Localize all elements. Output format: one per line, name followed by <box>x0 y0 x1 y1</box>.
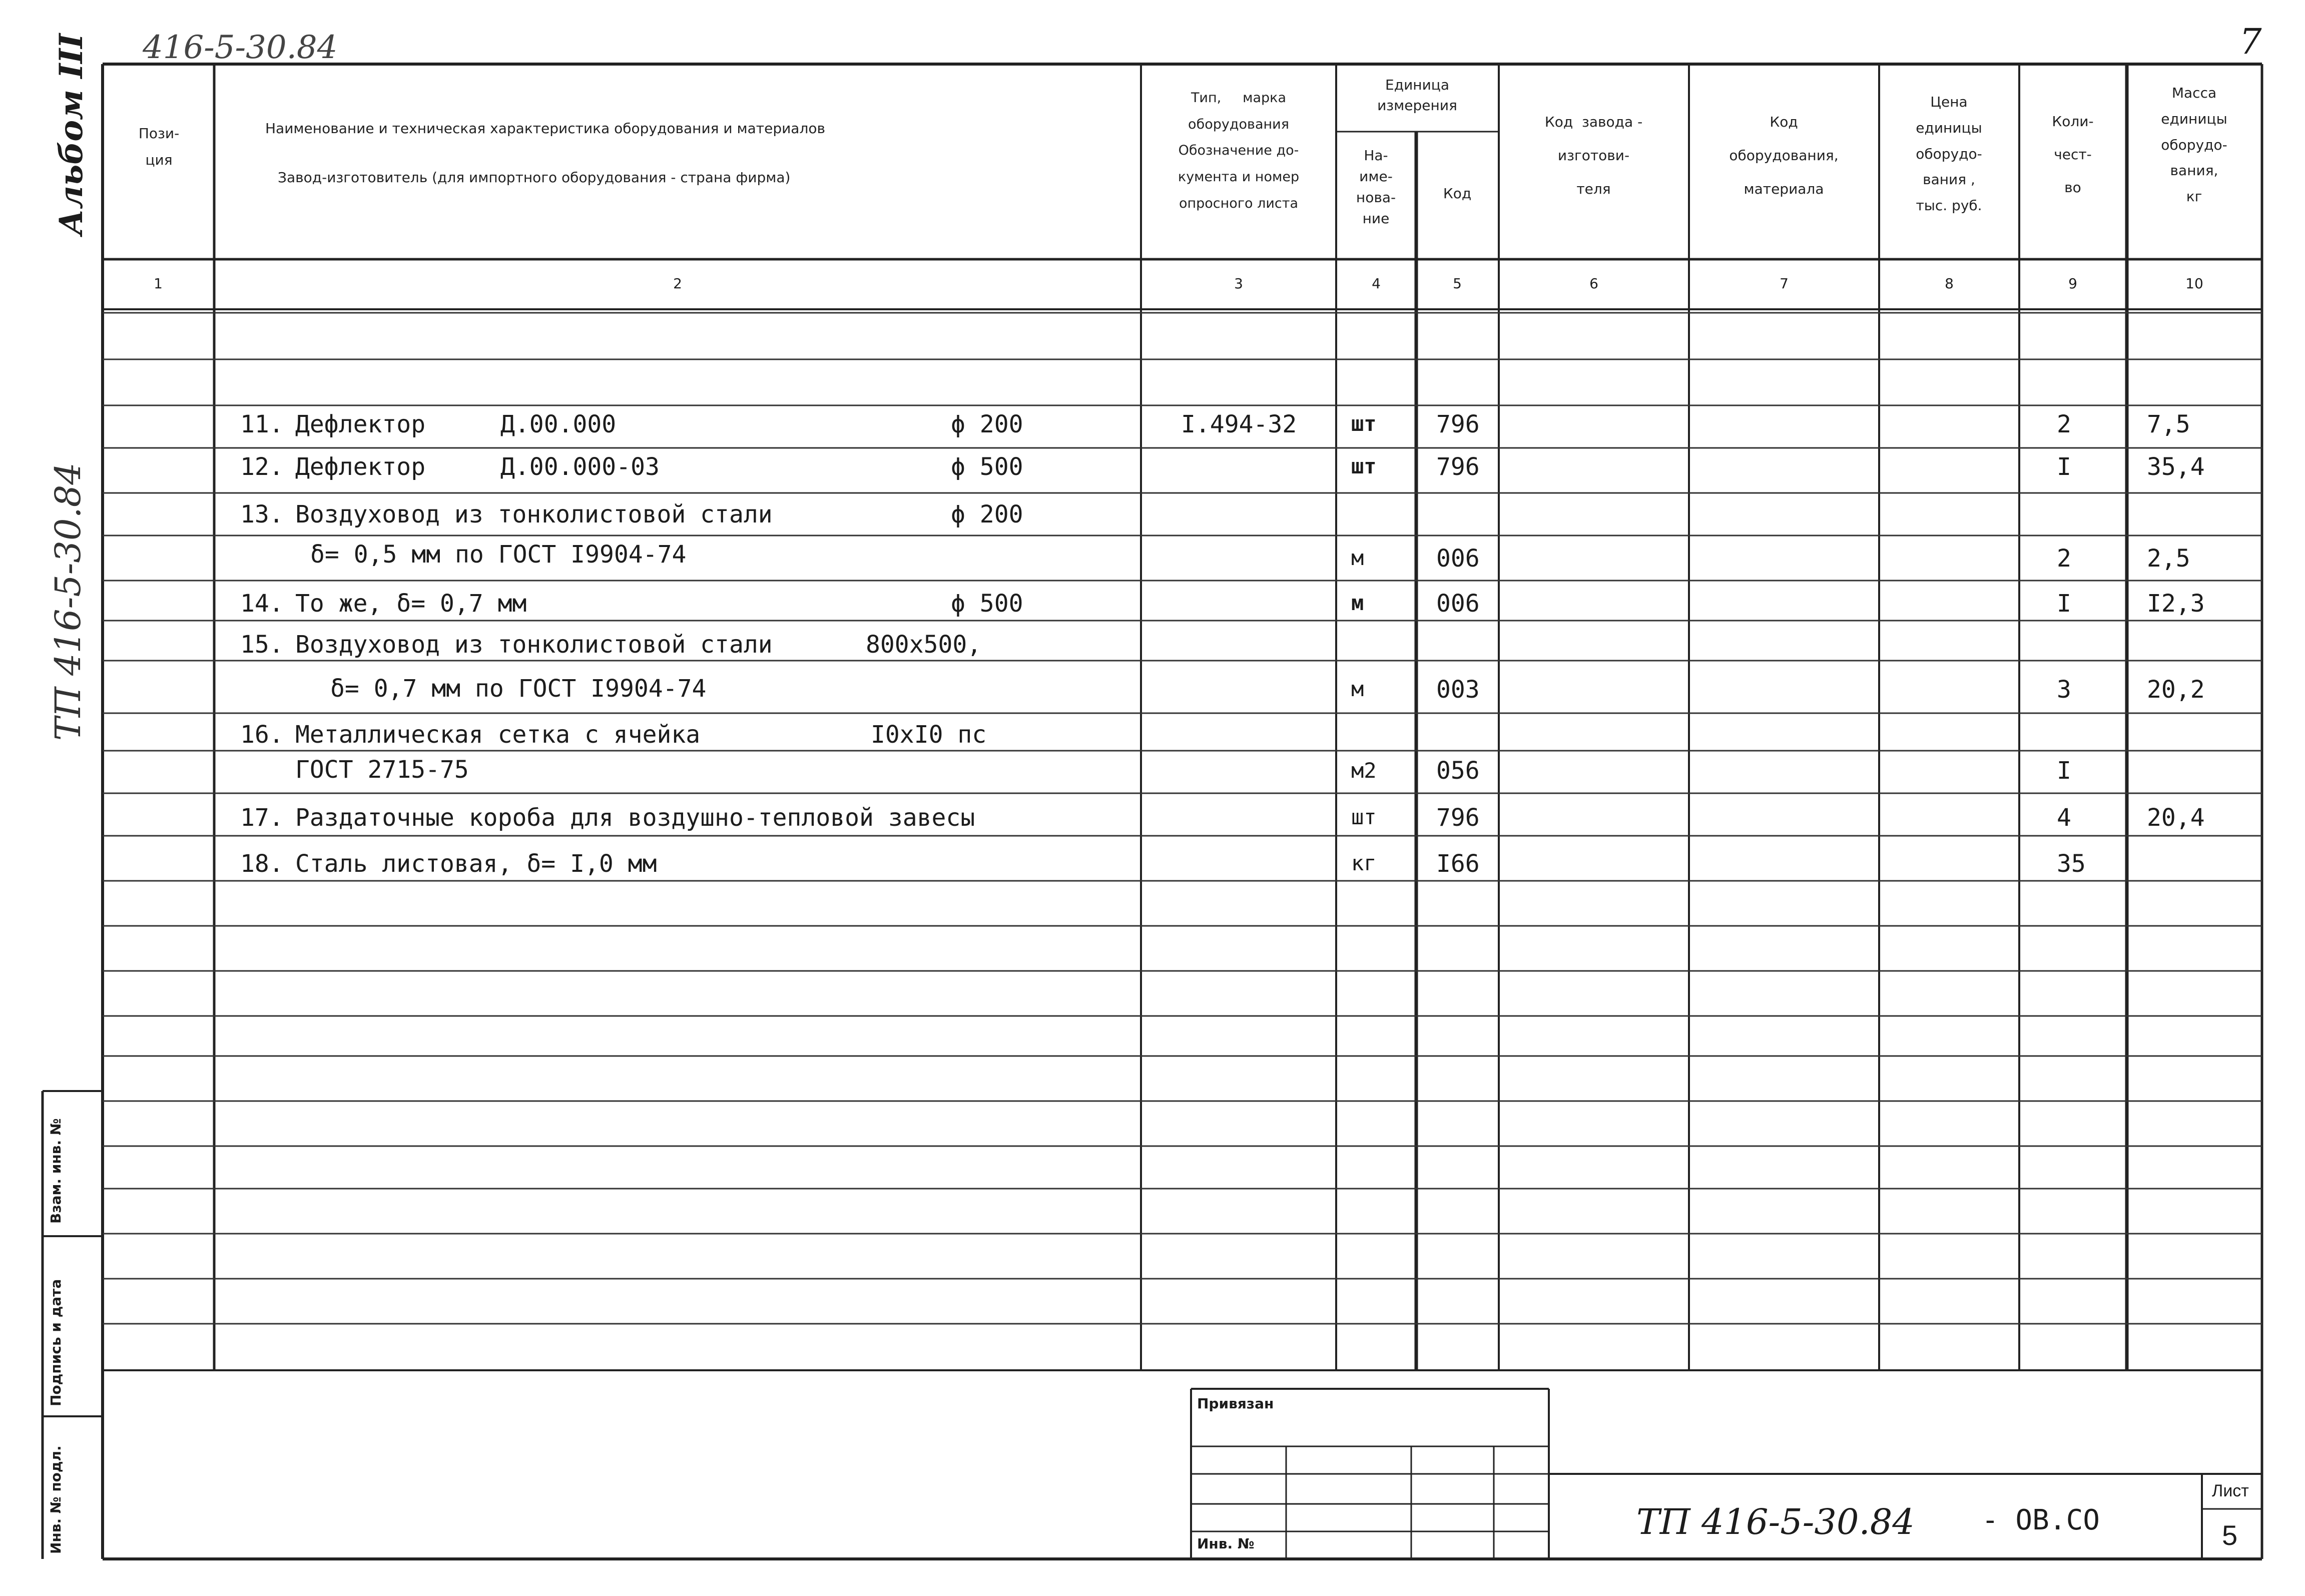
row-12-qty: I <box>2057 453 2071 481</box>
stamp-doc-suffix: - ОВ.СО <box>1982 1504 2100 1536</box>
row-14-name: То же, δ= 0,7 мм <box>295 590 527 618</box>
colnum-8: 8 <box>1945 275 1954 292</box>
row-12-code: 796 <box>1436 453 1480 481</box>
row-15-name: Воздуховод из тонколистовой стали <box>295 631 773 659</box>
colnum-1: 1 <box>154 275 163 292</box>
row-18-name: Сталь листовая, δ= I,0 мм <box>295 850 657 878</box>
row-15-size: 800x500, <box>866 631 982 659</box>
row-13-qty: 2 <box>2057 545 2071 573</box>
row-16-cont: ГОСТ 2715-75 <box>295 756 469 784</box>
row-17-code: 796 <box>1436 804 1480 832</box>
row-12-unit: шт <box>1351 454 1377 478</box>
row-13-mass: 2,5 <box>2147 545 2190 573</box>
row-13-pos: 13. <box>240 500 284 528</box>
row-11-qty: 2 <box>2057 410 2071 438</box>
row-15-pos: 15. <box>240 631 284 659</box>
colnum-3: 3 <box>1234 275 1243 292</box>
row-15-unit: м <box>1351 677 1364 701</box>
row-17-unit: шт <box>1351 805 1377 829</box>
stamp-sheet-number: 5 <box>2222 1519 2238 1551</box>
doc-code-top: 416-5-30.84 <box>143 29 338 66</box>
side-code: ТП 416-5-30.84 <box>48 462 89 741</box>
row-12-doc: Д.00.000-03 <box>500 453 660 481</box>
row-14-mass: I2,3 <box>2147 590 2205 618</box>
colnum-4: 4 <box>1372 275 1381 292</box>
stamp-sheet-label: Лист <box>2212 1481 2249 1500</box>
row-13-size: ϕ 200 <box>951 500 1023 528</box>
stamp-inv-no: Инв. № <box>1197 1535 1255 1552</box>
header-name-line2: Завод-изготовитель (для импортного оборудования - страна фирма) <box>278 169 791 186</box>
row-18-pos: 18. <box>240 850 284 878</box>
row-11-code: 796 <box>1436 410 1480 438</box>
header-unit-group: Единица измерения <box>1377 77 1457 114</box>
row-11-doc: Д.00.000 <box>500 410 617 438</box>
row-13-name: Воздуховод из тонколистовой стали <box>295 500 773 528</box>
row-12-mass: 35,4 <box>2147 453 2205 481</box>
margin-label-replace: Взам. инв. № <box>48 1118 64 1224</box>
row-17-mass: 20,4 <box>2147 804 2205 832</box>
header-type: Тип, марка оборудования Обозначение до- кумента и номер опросного листа <box>1178 90 1300 211</box>
colnum-2: 2 <box>673 275 682 292</box>
row-12-size: ϕ 500 <box>951 453 1023 481</box>
album-label: Альбом III <box>53 33 90 235</box>
row-17-name: Раздаточные короба для воздушно-тепловой завесы <box>295 804 975 832</box>
row-16-pos: 16. <box>240 721 284 749</box>
colnum-7: 7 <box>1780 275 1789 292</box>
row-16-qty: I <box>2057 757 2071 785</box>
margin-label-original: Инв. № подл. <box>48 1445 64 1554</box>
row-16-name: Металлическая сетка с ячейка <box>295 721 701 749</box>
stamp-privyazan: Привязан <box>1197 1395 1274 1412</box>
header-price: Цена единицы оборудо- вания , тыс. руб. <box>1916 94 1982 214</box>
row-14-unit: м <box>1351 591 1364 615</box>
row-11-mass: 7,5 <box>2147 410 2190 438</box>
row-15-mass: 20,2 <box>2147 676 2205 704</box>
row-11-unit: шт <box>1351 411 1377 436</box>
colnum-9: 9 <box>2068 275 2077 292</box>
row-14-qty: I <box>2057 590 2071 618</box>
row-12-name: Дефлектор <box>295 453 426 481</box>
row-12-pos: 12. <box>240 453 284 481</box>
header-quantity: Коли- чест- во <box>2052 113 2094 196</box>
colnum-5: 5 <box>1453 275 1462 292</box>
row-17-qty: 4 <box>2057 804 2071 832</box>
row-11-size: ϕ 200 <box>951 410 1023 438</box>
row-15-code: 003 <box>1436 676 1480 704</box>
row-16-unit: м2 <box>1351 758 1377 783</box>
row-18-unit: кг <box>1351 851 1377 875</box>
row-18-code: I66 <box>1436 850 1480 878</box>
header-factory-code: Код завода - изготови- теля <box>1544 114 1643 198</box>
header-unit-code: Код <box>1443 185 1472 202</box>
header-mass: Масса единицы оборудо- вания, кг <box>2161 85 2227 205</box>
header-position: Пози- ция <box>138 125 180 169</box>
row-11-pos: 11. <box>240 410 284 438</box>
row-11-name: Дефлектор <box>295 410 426 438</box>
row-15-cont: δ= 0,7 мм по ГОСТ I9904-74 <box>330 675 707 703</box>
row-15-qty: 3 <box>2057 676 2071 704</box>
row-11-type: I.494-32 <box>1181 410 1297 438</box>
row-14-pos: 14. <box>240 590 284 618</box>
row-16-size: I0xI0 пс <box>871 721 987 749</box>
stamp-doc-code: ТП 416-5-30.84 <box>1636 1501 1915 1542</box>
row-14-size: ϕ 500 <box>951 590 1023 618</box>
header-equipment-code: Код оборудования, материала <box>1729 114 1839 198</box>
row-16-code: 056 <box>1436 757 1480 785</box>
margin-label-signature: Подпись и дата <box>48 1279 64 1406</box>
header-name-line1: Наименование и техническая характеристика оборудования и материалов <box>265 120 825 137</box>
row-13-unit: м <box>1351 546 1364 570</box>
row-14-code: 006 <box>1436 590 1480 618</box>
row-13-code: 006 <box>1436 545 1480 573</box>
colnum-10: 10 <box>2185 275 2203 292</box>
colnum-6: 6 <box>1589 275 1598 292</box>
sheet-corner-mark: 7 <box>2239 21 2262 62</box>
header-unit-name: На- име- нова- ние <box>1356 147 1396 227</box>
row-18-qty: 35 <box>2057 850 2086 878</box>
row-13-cont: δ= 0,5 мм по ГОСТ I9904-74 <box>310 541 687 569</box>
row-17-pos: 17. <box>240 804 284 832</box>
